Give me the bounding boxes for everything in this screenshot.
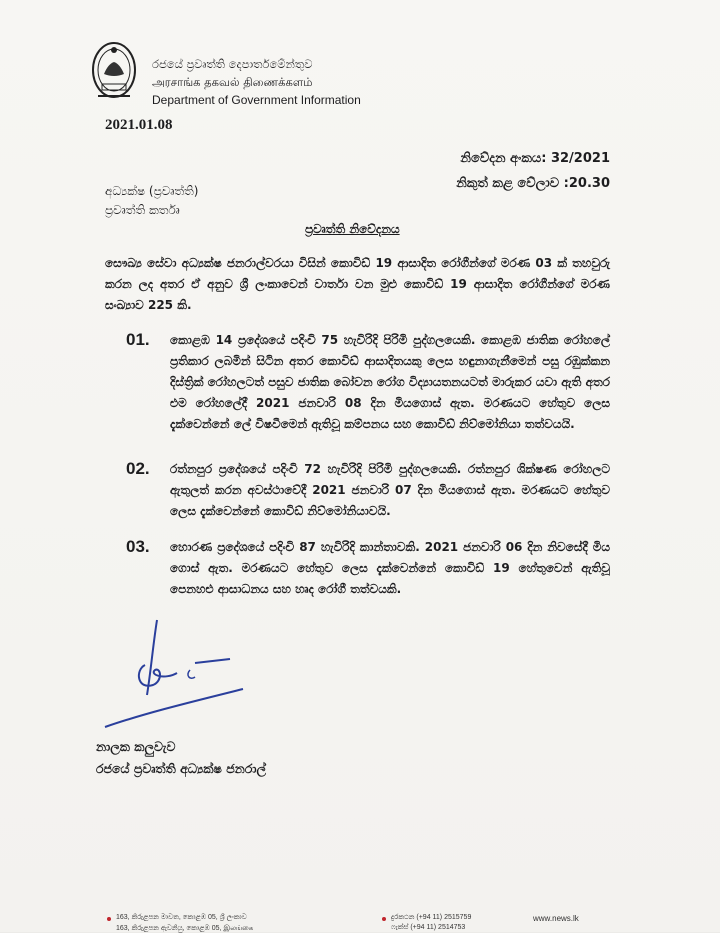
dept-name-sinhala: රජයේ ප්‍රවෘත්ති දෙපාර්තමේන්තුව — [152, 57, 313, 71]
item-text: කොළඹ 14 ප්‍රදේශයේ පදිංචි 75 හැවිරිදි පිරිමි පුද්ගලයෙකි. කොළඹ ජාතික රෝහලේ ප්‍රතිකාර ලබමින් සිටින අතර කොවිඩ් ආසාදිතයකු ලෙස හඳුනාගැනීමෙන් පසු රඹුක්කන දිස්ත්‍රික් රෝහලටත් පසුව ජාතික බෝවන රෝග විද්‍යායතනයටත් මාරුකර යවා ඇති අතර එම රෝහලේදී 2021 ජනවාරි 08 දින මියගොස් ඇත. මරණයට හේතුව ලෙස දැක්වෙන්නේ ලේ විෂවීමෙන් ඇතිවූ කම්පනය සහ කොවිඩ් නිව්මෝනියා තත්වයයි. — [170, 333, 610, 431]
dept-name-english: Department of Government Information — [152, 93, 361, 107]
footer-phone-line-1: දුරකථන (+94 11) 2515759 — [391, 914, 472, 921]
document-heading: ප්‍රවෘත්ති නිවේදනය — [305, 222, 400, 236]
item-number: 03. — [126, 537, 150, 556]
signatory-title: රජයේ ප්‍රවෘත්ති අධ්‍යක්ෂ ජනරාල් — [96, 761, 267, 776]
bullet-icon — [382, 917, 386, 921]
footer-address-line-1: 163, කිරුළපන මාවත, කොළඹ 05, ශ්‍රී ලංකාව — [116, 914, 247, 921]
list-item — [126, 459, 610, 522]
footer-phone-line-2: ෆැක්ස් (+94 11) 2514753 — [391, 924, 466, 931]
release-time: නිකුත් කළ වේලාව :20.30 — [456, 176, 610, 191]
footer-address-line-2: 163, කිරුළපන ඇවනියු, කොළඹ 05, இலங்கை — [116, 925, 254, 932]
bullet-icon — [107, 917, 111, 921]
signatory-name: නාලක කලුවැව — [96, 739, 176, 754]
list-item — [126, 537, 610, 600]
signatory-block — [96, 736, 266, 780]
list-item — [126, 330, 610, 435]
item-text: රත්නපුර ප්‍රදේශයේ පදිංචි 72 හැවිරිදි පිරිමි පුද්ගලයෙකි. රත්නපුර ශික්ෂණ රෝහලට ඇතුලත් කරන අවස්ථාවේදී 2021 ජනවාරි 07 දින මියගොස් ඇත. මරණයට හේතුව ලෙස දැක්වෙන්නේ කොවිඩ් නිව්මෝනියාවයි. — [170, 462, 610, 518]
letterhead-footer — [0, 908, 720, 932]
department-header — [152, 55, 361, 109]
release-date: 2021.01.08 — [105, 117, 173, 133]
item-number: 02. — [126, 459, 150, 478]
release-number: නිවේදන අංකය: 32/2021 — [460, 151, 610, 166]
reference-block — [456, 146, 610, 196]
dept-name-tamil: அரசாங்க தகவல் திணைக்களம் — [152, 75, 313, 89]
intro-paragraph: සෞඛ්‍ය සේවා අධ්‍යක්ෂ ජනරාල්වරයා විසින් කොවිඩ් 19 ආසාදිත රෝගීන්ගේ මරණ 03 ක් තහවුරු කරන ලද අතර ඒ අනුව ශ්‍රී ලංකාවෙන් වාර්තා වන මුළු කොවිඩ් 19 ආසාදිත රෝගීන්ගේ මරණ සංඛ්‍යාව 225 කි. — [105, 256, 610, 312]
addressee-line-2: ප්‍රවෘත්ති කර්තෘ — [105, 203, 180, 217]
item-text: හොරණ ප්‍රදේශයේ පදිංචි 87 හැවිරිදි කාන්තාවකි. 2021 ජනවාරි 06 දින නිවසේදී මිය ගොස් ඇත. මරණයට හේතුව ලෙස දැක්වෙන්නේ කොවිඩ් 19 හේතුවෙන් ඇතිවූ පෙනහළු ආසාධනය සහ හෘද රෝගී තත්වයකි. — [170, 540, 610, 596]
addressee — [105, 182, 198, 220]
addressee-line-1: අධ්‍යක්ෂ (ප්‍රවෘත්ති) — [105, 184, 199, 198]
item-number: 01. — [126, 330, 150, 349]
sri-lanka-emblem-icon — [90, 40, 138, 104]
footer-website-link[interactable]: www.news.lk — [533, 914, 579, 923]
handwritten-signature-icon — [95, 615, 245, 740]
